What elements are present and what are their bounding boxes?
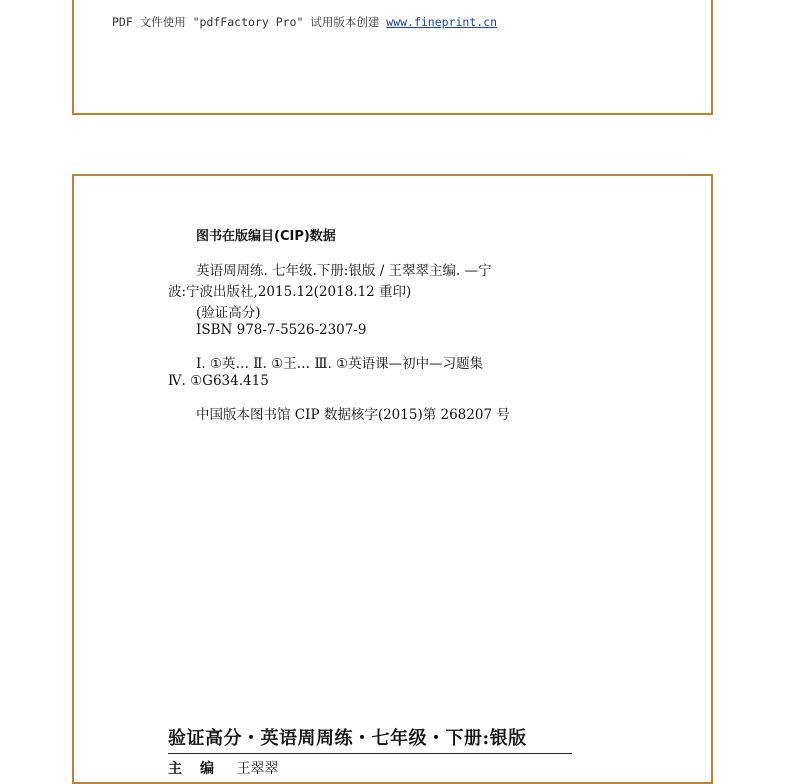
editor-label: 主编 (168, 761, 232, 777)
cip-heading: 图书在版编目(CIP)数据 (196, 229, 336, 244)
cip-entry-line1: 英语周周练. 七年级.下册:银版 / 王翠翠主编. —宁 (196, 263, 492, 279)
watermark-text: PDF 文件使用 "pdfFactory Pro" 试用版本创建 (112, 15, 380, 29)
book-title: 验证高分・英语周周练・七年级・下册:银版 (168, 728, 527, 749)
cip-series: (验证高分) (196, 305, 261, 321)
watermark-link[interactable]: www.fineprint.cn (386, 15, 498, 29)
cip-isbn: ISBN 978-7-5526-2307-9 (196, 322, 367, 338)
editor-name: 王翠翠 (236, 761, 279, 777)
title-divider (168, 753, 572, 754)
cip-record-number: 中国版本图书馆 CIP 数据核字(2015)第 268207 号 (196, 407, 510, 423)
cip-entry-line2: 波:宁波出版社,2015.12(2018.12 重印) (168, 284, 412, 300)
cip-subject-line2: Ⅳ. ①G634.415 (168, 373, 269, 389)
editor-line (168, 758, 278, 778)
cip-subject-line1: Ⅰ. ①英… Ⅱ. ①王… Ⅲ. ①英语课—初中—习题集 (196, 356, 484, 372)
pdf-watermark (112, 14, 497, 30)
